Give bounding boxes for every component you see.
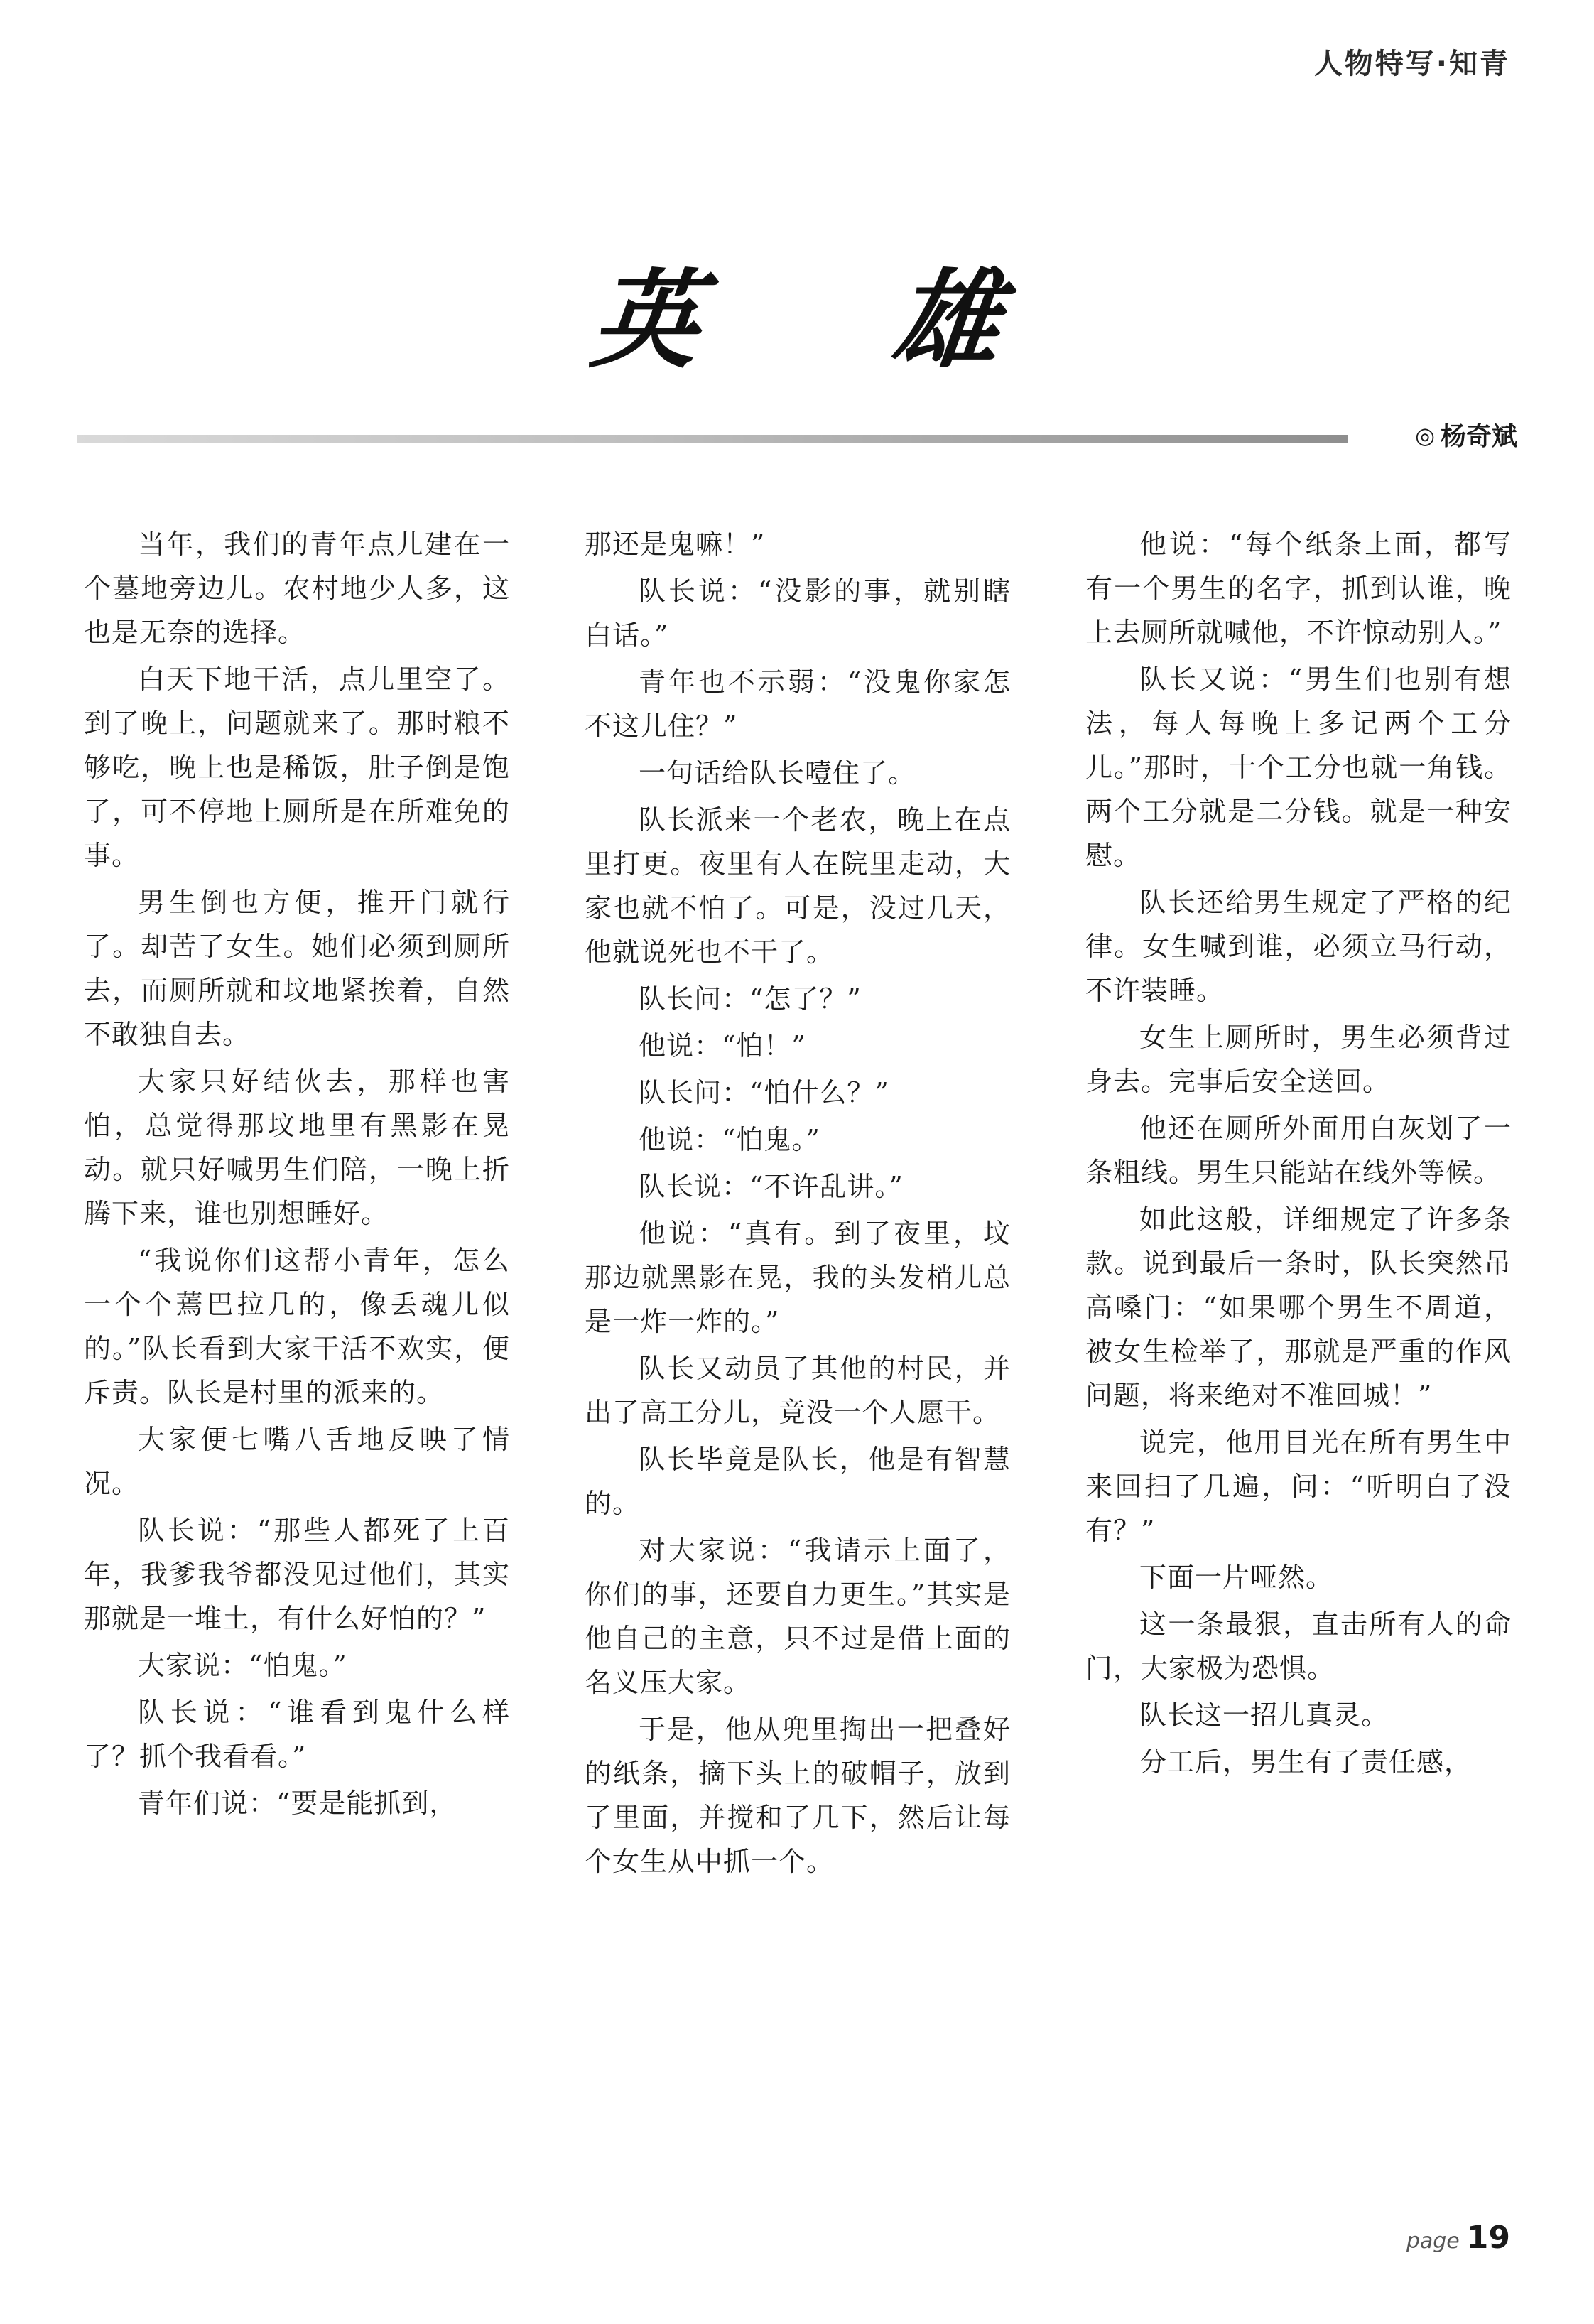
column-3 [1085,522,1512,2178]
column-1 [84,522,510,2178]
page-label: page [1406,2229,1460,2254]
title-block [0,234,1594,388]
paragraph: 大家说：“怕鬼。” [138,1650,347,1681]
paragraph: 于是，他从兜里掏出一把叠好的纸条，摘下头上的破帽子，放到了里面，并搅和了几下，然后让每个女生从中抓一个。 [585,1714,1011,1877]
paragraph: 一句话给队长噎住了。 [639,757,916,789]
paragraph: 队长又说：“男生们也别有想法，每人每晚上多记两个工分儿。”那时，十个工分也就一角钱。两个工分就是二分钱。就是一种安慰。 [1085,664,1512,871]
paragraph: 队长又动员了其他的村民，并出了高工分儿，竟没一个人愿干。 [585,1353,1011,1428]
paragraph: 大家便七嘴八舌地反映了情况。 [84,1424,510,1499]
paragraph: 那还是鬼嘛！” [585,529,766,560]
paragraph: 队长毕竟是队长，他是有智慧的。 [585,1444,1011,1519]
paragraph: 队长问：“怕什么？” [639,1077,889,1108]
paragraph: 大家只好结伙去，那样也害怕，总觉得那坟地里有黑影在晃动。就只好喊男生们陪，一晚上折腾下来，谁也别想睡好。 [84,1066,510,1229]
paragraph: 队长说：“不许乱讲。” [639,1171,904,1202]
paragraph: 队长派来一个老农，晚上在点里打更。夜里有人在院里走动，大家也就不怕了。可是，没过几天，他就说死也不干了。 [585,804,1011,968]
paragraph: 他说：“真有。到了夜里，坟那边就黑影在晃，我的头发梢儿总是一炸一炸的。” [585,1218,1011,1337]
paragraph: 队长说：“谁看到鬼什么样了？抓个我看看。” [84,1697,510,1772]
paragraph: 队长还给男生规定了严格的纪律。女生喊到谁，必须立马行动，不许装睡。 [1085,887,1512,1006]
byline [1415,416,1517,453]
title-rule-row [77,422,1517,453]
paragraph: 下面一片哑然。 [1139,1562,1334,1593]
paragraph: 队长说：“那些人都死了上百年，我爹我爷都没见过他们，其实那就是一堆土，有什么好怕的？” [84,1515,510,1634]
paragraph: 队长这一招儿真灵。 [1139,1699,1389,1731]
paragraph: 当年，我们的青年点儿建在一个墓地旁边儿。农村地少人多，这也是无奈的选择。 [84,529,510,648]
paragraph: 他说：“怕鬼。” [639,1124,820,1155]
article-title: 英 雄 [585,258,1051,383]
paragraph: 他还在厕所外面用白灰划了一条粗线。男生只能站在线外等候。 [1085,1113,1512,1188]
page-footer [1406,2220,1510,2256]
running-head: 人物特写·知青 [1313,48,1510,80]
page-number: 19 [1466,2220,1510,2256]
paragraph: 白天下地干活，点儿里空了。到了晚上，问题就来了。那时粮不够吃，晚上也是稀饭，肚子倒是饱了，可不停地上厕所是在所难免的事。 [84,664,510,871]
column-2 [585,522,1011,2178]
article-columns [84,522,1512,2178]
paragraph: 对大家说：“我请示上面了，你们的事，还要自力更生。”其实是他自己的主意，只不过是借上面的名义压大家。 [585,1535,1011,1698]
paragraph: 队长问：“怎了？” [639,983,862,1015]
paragraph: 女生上厕所时，男生必须背过身去。完事后安全送回。 [1085,1022,1512,1097]
byline-author: 杨奇斌 [1440,422,1517,451]
paragraph: 青年们说：“要是能抓到， [138,1788,457,1819]
paragraph: “我说你们这帮小青年，怎么一个个蔫巴拉几的，像丢魂儿似的。”队长看到大家干活不欢实，便斥责。队长是村里的派来的。 [84,1245,510,1408]
divider-rule [77,435,1348,443]
paragraph: 这一条最狠，直击所有人的命门，大家极为恐惧。 [1085,1609,1512,1684]
paragraph: 说完，他用目光在所有男生中来回扫了几遍，问：“听明白了没有？” [1085,1427,1512,1546]
byline-mark-icon: ◎ [1415,422,1435,449]
paragraph: 青年也不示弱：“没鬼你家怎不这儿住？” [585,666,1011,742]
paragraph: 如此这般，详细规定了许多条款。说到最后一条时，队长突然吊高嗓门：“如果哪个男生不周道，被女生检举了，那就是严重的作风问题，将来绝对不准回城！” [1085,1204,1512,1411]
paragraph: 队长说：“没影的事，就别瞎白话。” [585,575,1011,651]
paragraph: 男生倒也方便，推开门就行了。却苦了女生。她们必须到厕所去，而厕所就和坟地紧挨着，自然不敢独自去。 [84,887,510,1050]
paragraph: 他说：“怕！” [639,1030,806,1061]
paragraph: 他说：“每个纸条上面，都写有一个男生的名字，抓到认谁，晚上去厕所就喊他，不许惊动别人。” [1085,529,1512,648]
paragraph: 分工后，男生有了责任感， [1139,1746,1473,1778]
